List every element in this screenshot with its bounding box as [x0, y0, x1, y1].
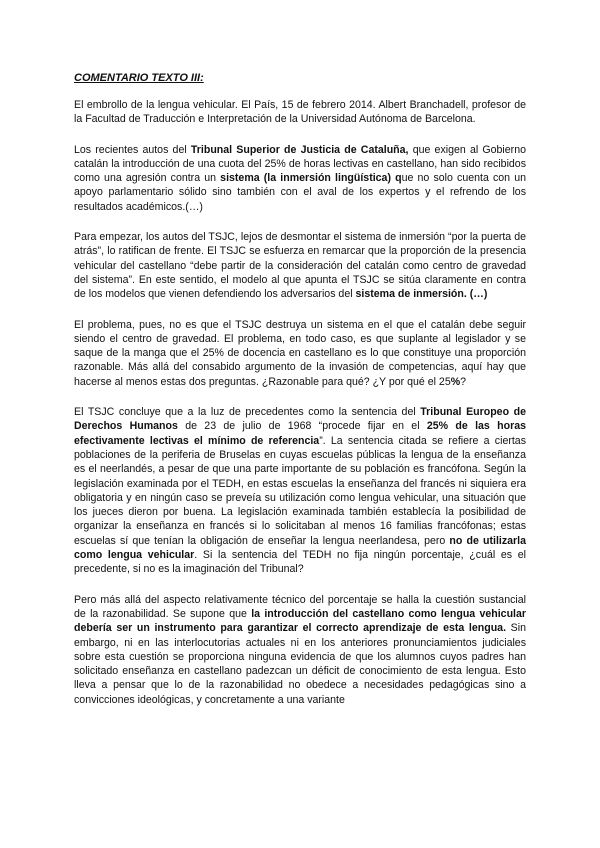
page-heading: COMENTARIO TEXTO III: [74, 72, 204, 84]
bold-text-run: no de utilizarla como lengua vehicular [74, 534, 526, 562]
paragraph [74, 98, 526, 127]
text-run: que exigen al Gobierno catalán la introducción de una cuota del 25% de horas lectivas en castellano, han sido recibidos como una agresión contra un [74, 143, 526, 185]
text-run: ue no solo cuenta con un apoyo parlamentario sólido sino también con el aval de los expertos y el refrendo de los resultados académicos.(…) [74, 172, 526, 213]
bold-text-run: sistema (la inmersión lingüística) q [220, 172, 402, 185]
bold-text-run: % [450, 375, 461, 388]
bold-text-run: 25% de las horas efectivamente lectivas el mínimo de referencia [74, 420, 526, 447]
text-run: El problema, pues, no es que el TSJC destruya un sistema en el que el catalán debe seguir siendo el centro de gravedad. El problema, en todo caso, es que suplante al legislador y se saque de la manga que el 25% de docencia en castellano es lo que constituye una proporción razonable. Más allá del consabido argumento de la invasión de competencias, aquí hay que hacerse al menos estas dos preguntas. ¿Razonable para qué? ¿Y por qué el 25 [74, 318, 526, 388]
paragraph [74, 230, 526, 301]
bold-text-run: la introducción del castellano como lengua vehicular debería ser un instrumento para garantizar el correcto aprendizaje de esta lengua. [74, 607, 526, 635]
text-run: Los recientes autos del [74, 143, 191, 156]
bold-text-run: sistema de inmersión. (…) [355, 288, 488, 301]
text-run: El TSJC concluye que a la luz de precedentes como la sentencia del [74, 406, 421, 419]
paragraph [74, 405, 526, 577]
paragraph [74, 318, 526, 389]
text-run: ”. La sentencia citada se refiere a ciertas poblaciones de la periferia de Bruselas en cuyas escuelas públicas la lengua de la enseñanza es el neerlandés, a pesar de que una parte importante de su población es francófona. Según la legislación examinada por el TEDH, en estas escuelas la enseñanza del francés ni siquiera era obligatoria y en ningún caso se preveía su utilización como lengua vehicular, una situación que los jueces dieron por buena. La legislación examinada también establecía la posibilidad de organizar la enseñanza en francés si lo solicitaban al menos 16 familias francófonas; estas escuelas sí que tenían la obligación de enseñar la lengua neerlandesa, pero [74, 434, 526, 547]
text-run: ? [460, 375, 467, 388]
text-run: . Si la sentencia del TEDH no fija ningún porcentaje, ¿cuál es el precedente, si no es la imaginación del Tribunal? [74, 549, 526, 576]
paragraph [74, 143, 526, 214]
text-run: Pero más allá del aspecto relativamente técnico del porcentaje se halla la cuestión sustancial de la razonabilidad. Se supone que [74, 593, 526, 620]
text-run: de 23 de julio de 1968 “procede fijar en el [177, 420, 427, 433]
text-run: El embrollo de la lengua vehicular. El País, 15 de febrero 2014. Albert Branchadell, profesor de la Facultad de Traducción e Interpretación de la Universidad Autónoma de Barcelona. [74, 99, 526, 126]
paragraph [74, 593, 526, 707]
bold-text-run: Tribunal Superior de Justicia de Cataluña, [190, 143, 409, 156]
text-run: Para empezar, los autos del TSJC, lejos de desmontar el sistema de inmersión “por la puerta de atrás”, lo ratifican de frente. El TSJC se esfuerza en remarcar que la proporción de la presencia vehicular del castellano “debe partir de la consideración del catalán como centro de gravedad del sistema”. En este sentido, el modelo al que apunta el TSJC se sitúa claramente en contra de los modelos que vienen defendiendo los adversarios del [74, 231, 526, 301]
bold-text-run: Tribunal Europeo de Derechos Humanos [74, 406, 526, 433]
text-run: Sin embargo, ni en las interlocutorias actuales ni en los anteriores pronunciamientos judiciales sobre esta cuestión se proporciona ninguna evidencia de que los alumnos cuyos padres han solicitado enseñanza en castellano padezcan un déficit de conocimiento de esta lengua. Esto lleva a pensar que lo de la razonabilidad no obedece a necesidades pedagógicas sino a convicciones ideológicas, y concretamente a una variante [74, 622, 526, 706]
document-body [74, 98, 526, 707]
